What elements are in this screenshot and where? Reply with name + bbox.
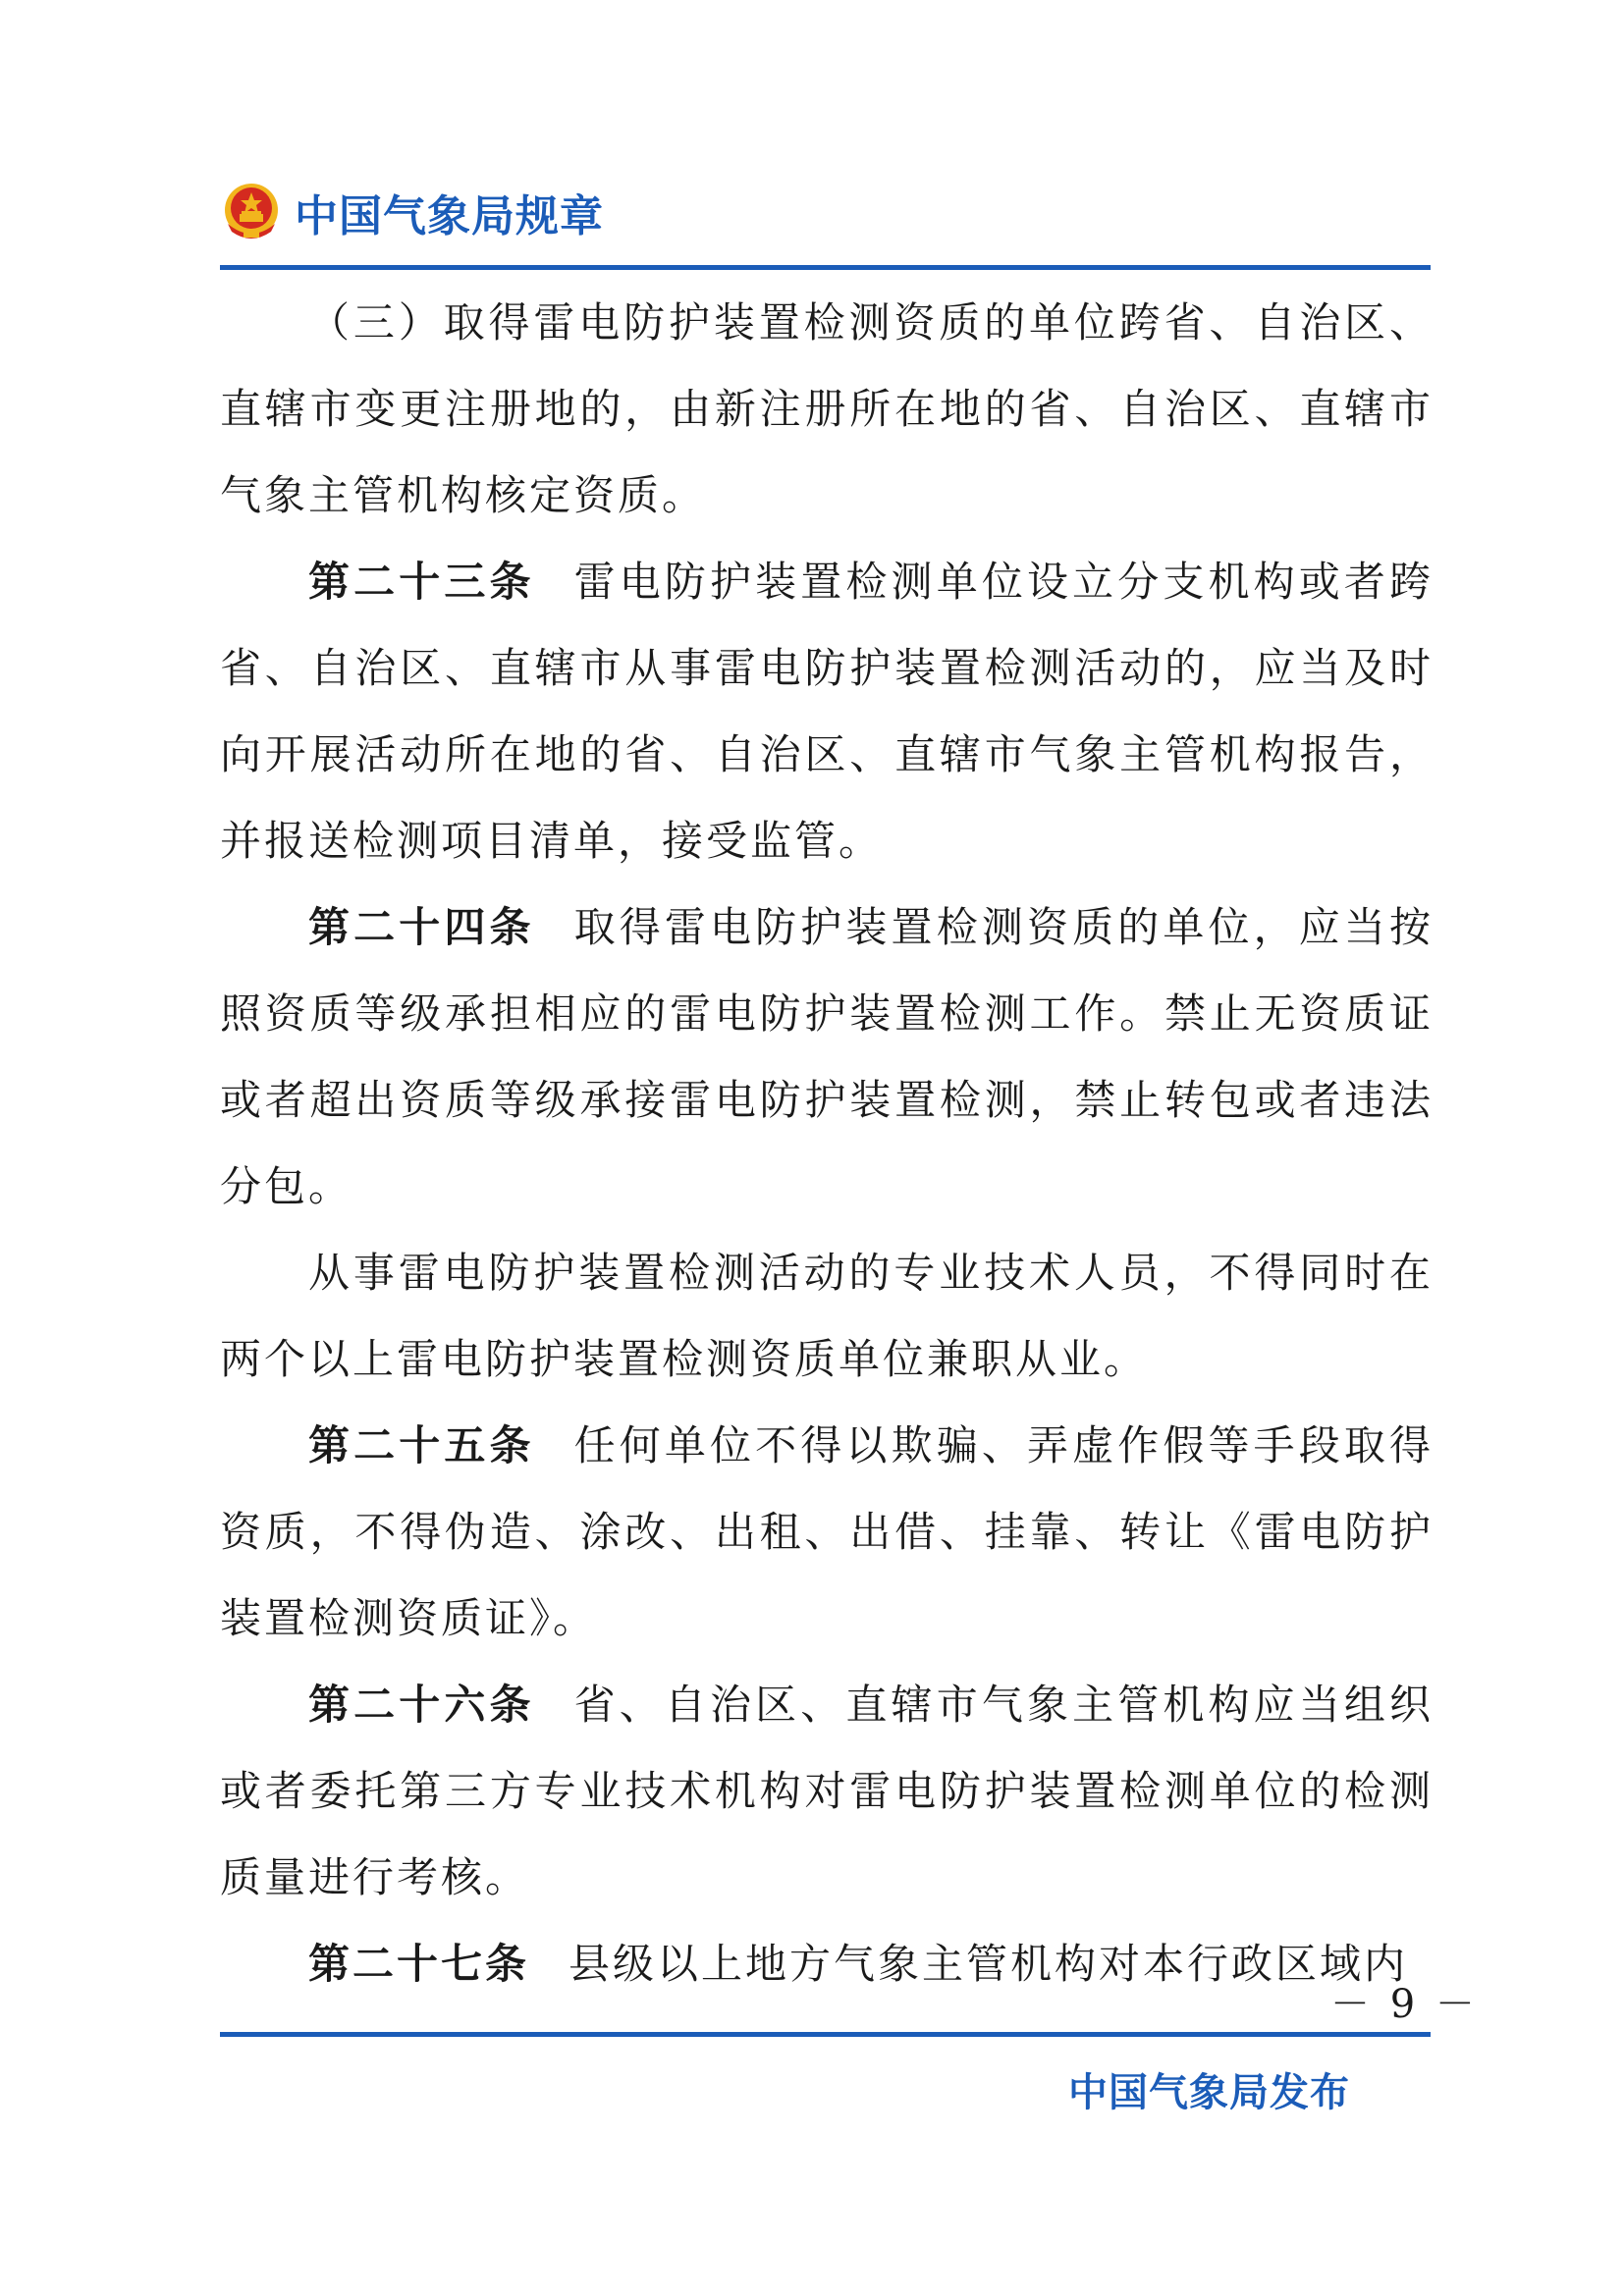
paragraph-item-3: （三）取得雷电防护装置检测资质的单位跨省、自治区、直辖市变更注册地的，由新注册所在地的省、自治区、直辖市气象主管机构核定资质。 bbox=[220, 298, 1434, 519]
article-27-text: 县级以上地方气象主管机构对本行政区域内 bbox=[568, 1940, 1409, 1988]
article-24-paragraph-2: 从事雷电防护装置检测活动的专业技术人员，不得同时在两个以上雷电防护装置检测资质单位兼职从业。 bbox=[220, 1249, 1434, 1383]
article-24 bbox=[220, 884, 1434, 1230]
national-emblem-icon bbox=[220, 181, 283, 243]
header-divider bbox=[220, 265, 1431, 270]
article-26-text: 省、自治区、直辖市气象主管机构应当组织或者委托第三方专业技术机构对雷电防护装置检测单位的检测质量进行考核。 bbox=[220, 1681, 1434, 1901]
header-title: 中国气象局规章 bbox=[295, 191, 604, 241]
article-27-label: 第二十七条 bbox=[308, 1940, 530, 1988]
article-25 bbox=[220, 1403, 1434, 1662]
article-27 bbox=[220, 1921, 1434, 2007]
article-23 bbox=[220, 539, 1434, 884]
article-25-text: 任何单位不得以欺骗、弄虚作假等手段取得资质，不得伪造、涂改、出租、出借、挂靠、转让《雷电防护装置检测资质证》。 bbox=[220, 1421, 1434, 1642]
article-23-label: 第二十三条 bbox=[308, 558, 535, 606]
article-26 bbox=[220, 1662, 1434, 1921]
footer-divider bbox=[220, 2032, 1431, 2037]
page-number: － 9 － bbox=[1330, 1982, 1479, 2027]
document-body bbox=[220, 280, 1434, 2007]
article-23-text: 雷电防护装置检测单位设立分支机构或者跨省、自治区、直辖市从事雷电防护装置检测活动的，应当及时向开展活动所在地的省、自治区、直辖市气象主管机构报告，并报送检测项目清单，接受监管。 bbox=[220, 558, 1434, 865]
article-24-label: 第二十四条 bbox=[308, 903, 535, 951]
article-26-label: 第二十六条 bbox=[308, 1681, 535, 1729]
page-header bbox=[220, 173, 604, 251]
article-24-text: 取得雷电防护装置检测资质的单位，应当按照资质等级承担相应的雷电防护装置检测工作。禁止无资质证或者超出资质等级承接雷电防护装置检测，禁止转包或者违法分包。 bbox=[220, 903, 1434, 1210]
article-25-label: 第二十五条 bbox=[308, 1421, 535, 1469]
footer-publisher: 中国气象局发布 bbox=[1068, 2070, 1350, 2115]
